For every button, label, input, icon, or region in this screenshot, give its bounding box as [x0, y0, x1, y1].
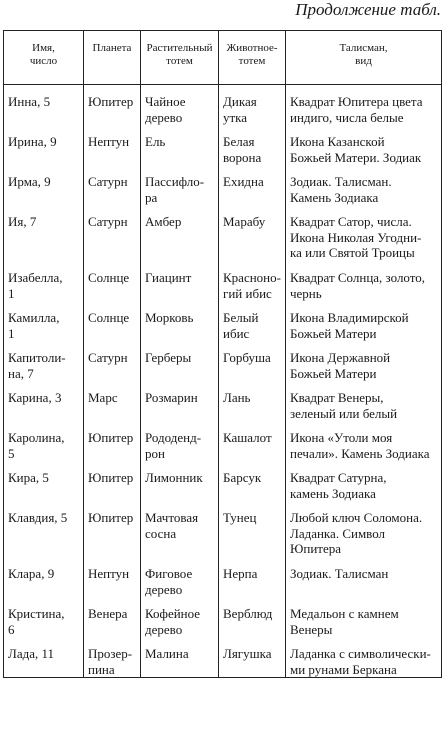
- table-row: [4, 501, 442, 557]
- table-body: [4, 85, 442, 678]
- cell-animal-totem: Тунец: [219, 501, 286, 557]
- cell-talisman: Квадрат Сатор, числа. Икона Николая Угодни- ка или Святой Троицы: [286, 205, 442, 261]
- cell-planet: Нептун: [84, 125, 141, 165]
- names-table: [3, 30, 442, 678]
- cell-plant-totem: Розмарин: [141, 381, 219, 421]
- table-row: [4, 557, 442, 597]
- table-row: [4, 461, 442, 501]
- cell-plant-totem: Герберы: [141, 341, 219, 381]
- cell-talisman: Икона Казанской Божьей Матери. Зодиак: [286, 125, 442, 165]
- cell-planet: Марс: [84, 381, 141, 421]
- cell-name: Клавдия, 5: [4, 501, 84, 557]
- cell-animal-totem: Горбуша: [219, 341, 286, 381]
- cell-talisman: Квадрат Венеры, зеленый или белый: [286, 381, 442, 421]
- cell-name: Кристина, 6: [4, 597, 84, 637]
- cell-planet: Нептун: [84, 557, 141, 597]
- table-row: [4, 165, 442, 205]
- cell-plant-totem: Амбер: [141, 205, 219, 261]
- cell-plant-totem: Лимонник: [141, 461, 219, 501]
- cell-plant-totem: Морковь: [141, 301, 219, 341]
- header-name: Имя, число: [4, 31, 84, 85]
- cell-animal-totem: Лягушка: [219, 637, 286, 678]
- cell-name: Ия, 7: [4, 205, 84, 261]
- cell-animal-totem: Дикая утка: [219, 85, 286, 126]
- cell-plant-totem: Пассифло- ра: [141, 165, 219, 205]
- header-plant-totem: Растительный тотем: [141, 31, 219, 85]
- table-continuation-caption: Продолжение табл.: [295, 0, 441, 19]
- cell-plant-totem: Малина: [141, 637, 219, 678]
- cell-animal-totem: Лань: [219, 381, 286, 421]
- cell-planet: Сатурн: [84, 341, 141, 381]
- cell-name: Ирма, 9: [4, 165, 84, 205]
- cell-talisman: Квадрат Сатурна, камень Зодиака: [286, 461, 442, 501]
- cell-name: Кира, 5: [4, 461, 84, 501]
- cell-planet: Сатурн: [84, 165, 141, 205]
- table-row: [4, 597, 442, 637]
- cell-animal-totem: Белая ворона: [219, 125, 286, 165]
- cell-animal-totem: Ехидна: [219, 165, 286, 205]
- cell-animal-totem: Белый ибис: [219, 301, 286, 341]
- cell-animal-totem: Марабу: [219, 205, 286, 261]
- cell-animal-totem: Красноно- гий ибис: [219, 261, 286, 301]
- cell-talisman: Любой ключ Соломона. Ладанка. Символ Юпитера: [286, 501, 442, 557]
- table-row: [4, 381, 442, 421]
- cell-talisman: Икона «Утоли моя печали». Камень Зодиака: [286, 421, 442, 461]
- cell-name: Каролина, 5: [4, 421, 84, 461]
- cell-talisman: Ладанка с символически- ми рунами Беркана: [286, 637, 442, 678]
- cell-planet: Солнце: [84, 301, 141, 341]
- cell-planet: Юпитер: [84, 85, 141, 126]
- cell-plant-totem: Кофейное дерево: [141, 597, 219, 637]
- cell-talisman: Зодиак. Талисман: [286, 557, 442, 597]
- table-row: [4, 205, 442, 261]
- cell-animal-totem: Нерпа: [219, 557, 286, 597]
- table-row: [4, 341, 442, 381]
- cell-plant-totem: Мачтовая сосна: [141, 501, 219, 557]
- cell-planet: Юпитер: [84, 501, 141, 557]
- table-row: [4, 125, 442, 165]
- cell-planet: Солнце: [84, 261, 141, 301]
- cell-talisman: Квадрат Солнца, золото, чернь: [286, 261, 442, 301]
- cell-name: Ирина, 9: [4, 125, 84, 165]
- table-row: [4, 637, 442, 678]
- table-row: [4, 421, 442, 461]
- cell-plant-totem: Фиговое дерево: [141, 557, 219, 597]
- cell-planet: Юпитер: [84, 461, 141, 501]
- cell-animal-totem: Верблюд: [219, 597, 286, 637]
- cell-name: Изабелла, 1: [4, 261, 84, 301]
- table-row: [4, 85, 442, 126]
- cell-talisman: Медальон с камнем Венеры: [286, 597, 442, 637]
- header-talisman: Талисман, вид: [286, 31, 442, 85]
- cell-name: Лада, 11: [4, 637, 84, 678]
- cell-plant-totem: Гиацинт: [141, 261, 219, 301]
- cell-animal-totem: Кашалот: [219, 421, 286, 461]
- cell-talisman: Зодиак. Талисман. Камень Зодиака: [286, 165, 442, 205]
- cell-planet: Юпитер: [84, 421, 141, 461]
- cell-planet: Венера: [84, 597, 141, 637]
- cell-plant-totem: Ель: [141, 125, 219, 165]
- cell-animal-totem: Барсук: [219, 461, 286, 501]
- header-planet: Планета: [84, 31, 141, 85]
- cell-name: Карина, 3: [4, 381, 84, 421]
- cell-planet: Прозер- пина: [84, 637, 141, 678]
- cell-planet: Сатурн: [84, 205, 141, 261]
- cell-talisman: Икона Державной Божьей Матери: [286, 341, 442, 381]
- table-row: [4, 301, 442, 341]
- cell-name: Капитоли- на, 7: [4, 341, 84, 381]
- header-row: [4, 31, 442, 85]
- table-header: [4, 31, 442, 85]
- cell-plant-totem: Чайное дерево: [141, 85, 219, 126]
- cell-name: Инна, 5: [4, 85, 84, 126]
- table-row: [4, 261, 442, 301]
- cell-name: Клара, 9: [4, 557, 84, 597]
- cell-plant-totem: Рододенд- рон: [141, 421, 219, 461]
- header-animal-totem: Животное- тотем: [219, 31, 286, 85]
- cell-name: Камилла, 1: [4, 301, 84, 341]
- cell-talisman: Икона Владимирской Божьей Матери: [286, 301, 442, 341]
- cell-talisman: Квадрат Юпитера цвета индиго, числа белые: [286, 85, 442, 126]
